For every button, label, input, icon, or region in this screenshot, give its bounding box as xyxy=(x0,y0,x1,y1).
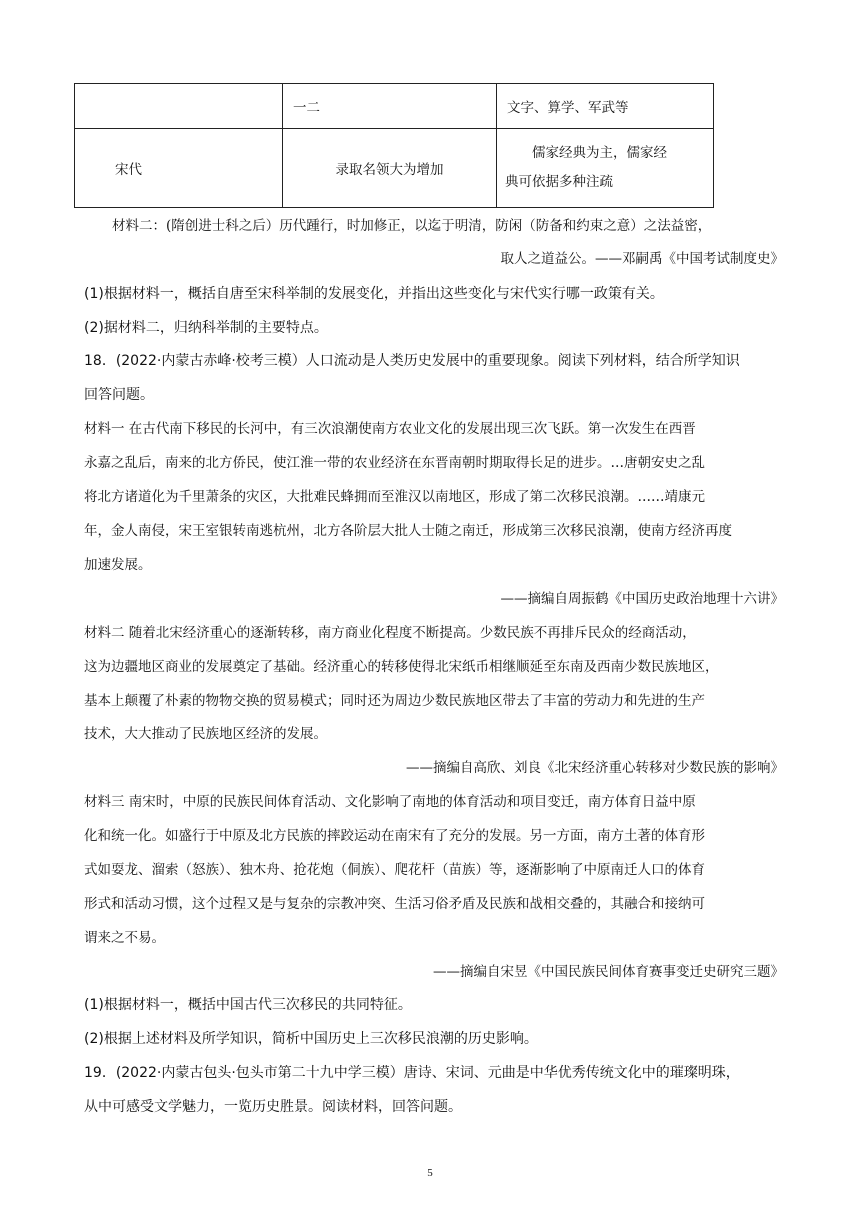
q18-material-one: 材料一 在古代南下移民的长河中，有三次浪潮使南方农业文化的发展出现三次飞跃。第一次发生在西晋 xyxy=(84,421,696,437)
material-two-text: 材料二：(隋创进士科之后）历代踵行，时加修正，以迄于明清，防闲（防备和约束之意）之法益密， xyxy=(112,218,712,234)
q18-material-three: 谓来之不易。 xyxy=(84,930,165,946)
q18-material-one: 加速发展。 xyxy=(84,557,152,573)
q18-material-one: 永嘉之乱后，南来的北方侨民，使江淮一带的农业经济在东晋南朝时期取得长足的进步。…唐朝安史之乱 xyxy=(84,455,705,471)
page-number: 5 xyxy=(427,1167,433,1179)
q17-subquestion-2: (2)据材料二，归纳科举制的主要特点。 xyxy=(84,320,328,336)
table-cell: 文字、算学、军武等 xyxy=(497,84,714,129)
q18-material-one: 年，金人南侵，宋王室银转南逃杭州，北方各阶层大批人士随之南迁，形成第三次移民浪潮，使南方经济再度 xyxy=(84,523,732,539)
q18-material-three-source: ——摘编自宋昱《中国民族民间体育赛事变迁史研究三题》 xyxy=(433,964,784,980)
q18-material-two-source: ——摘编自高欣、刘良《北宋经济重心转移对少数民族的影响》 xyxy=(406,760,784,776)
q19-stem: 19．(2022·内蒙古包头·包头市第二十九中学三模）唐诗、宋词、元曲是中华优秀传统文化中的璀璨明珠， xyxy=(84,1065,740,1081)
table-cell-line: 典可依据多种注疏 xyxy=(505,174,613,190)
table-cell: 录取名领大为增加 xyxy=(283,129,497,208)
q18-material-three: 材料三 南宋时，中原的民族民间体育活动、文化影响了南地的体育活动和项目变迁，南方体育日益中原 xyxy=(84,794,696,810)
exam-table xyxy=(74,83,714,208)
q18-material-two: 材料二 随着北宋经济重心的逐渐转移，南方商业化程度不断提高。少数民族不再排斥民众的经商活动， xyxy=(84,625,696,641)
q18-subquestion-2: (2)根据上述材料及所学知识，简析中国历史上三次移民浪潮的历史影响。 xyxy=(84,1031,538,1047)
q18-material-three: 式如耍龙、溜索（怒族）、独木舟、抢花炮（侗族）、爬花杆（苗族）等，逐渐影响了中原南迁人口的体育 xyxy=(84,862,705,878)
q19-stem: 从中可感受文学魅力，一览历史胜景。阅读材料，回答问题。 xyxy=(84,1099,462,1115)
q18-material-two: 技术，大大推动了民族地区经济的发展。 xyxy=(84,726,327,742)
table-cell xyxy=(497,129,714,208)
table-cell: 宋代 xyxy=(75,129,283,208)
q17-subquestion-1: (1)根据材料一，概括自唐至宋科举制的发展变化，并指出这些变化与宋代实行哪一政策有关。 xyxy=(84,286,664,302)
table-cell: 一二 xyxy=(283,84,497,129)
q18-subquestion-1: (1)根据材料一，概括中国古代三次移民的共同特征。 xyxy=(84,997,412,1013)
q18-stem: 18．(2022·内蒙古赤峰·校考三模）人口流动是人类历史发展中的重要现象。阅读下列材料，结合所学知识 xyxy=(84,353,740,369)
q18-material-three: 化和统一化。如盛行于中原及北方民族的摔跤运动在南宋有了充分的发展。另一方面，南方土著的体育形 xyxy=(84,828,705,844)
q18-material-two: 这为边疆地区商业的发展奠定了基础。经济重心的转移使得北宋纸币相继顺延至东南及西南少数民族地区， xyxy=(84,659,719,675)
table-cell-line: 儒家经典为主，儒家经 xyxy=(532,145,667,161)
q18-material-three: 形式和活动习惯，这个过程又是与复杂的宗教冲突、生活习俗矛盾及民族和战相交叠的，其融合和接纳可 xyxy=(84,896,705,912)
q18-stem: 回答问题。 xyxy=(84,387,154,403)
material-two-source: 取人之道益公。——邓嗣禹《中国考试制度史》 xyxy=(500,251,784,267)
table-row xyxy=(75,129,714,208)
q18-material-two: 基本上颠覆了朴素的物物交换的贸易模式；同时还为周边少数民族地区带去了丰富的劳动力和先进的生产 xyxy=(84,693,705,709)
table-cell xyxy=(75,84,283,129)
table-row xyxy=(75,84,714,129)
q18-material-one-source: ——摘编自周振鹤《中国历史政治地理十六讲》 xyxy=(500,591,784,607)
q18-material-one: 将北方诸道化为千里萧条的灾区，大批难民蜂拥而至淮汉以南地区，形成了第二次移民浪潮。……靖康元 xyxy=(84,489,705,505)
